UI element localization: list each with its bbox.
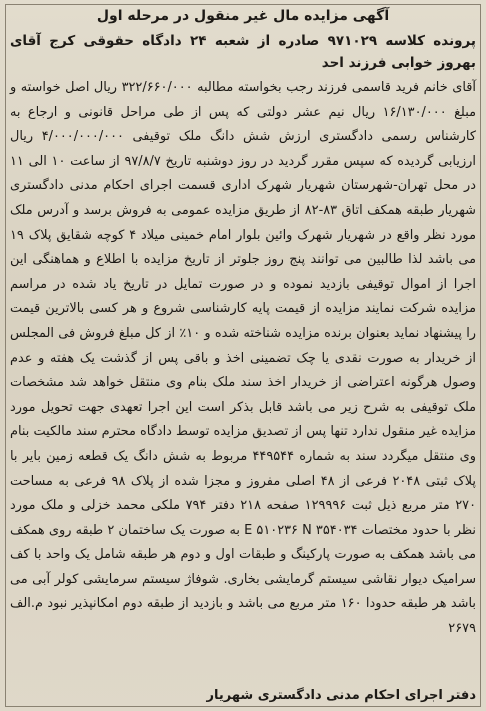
notice-footer: دفتر اجرای احکام مدنی دادگستری شهریار [206,688,476,703]
notice-content [10,6,476,642]
case-line: پرونده کلاسه ۹۷۱۰۲۹ صادره از شعبه ۲۴ دادگاه حقوقی کرج آقای بهروز خوابی فرزند احد [10,33,477,71]
notice-title: آگهی مزایده مال غیر منقول در مرحله اول [96,8,390,24]
notice-body: آقای خانم فرید قاسمی فرزند رجب بخواسته مطالبه ۳۲۲/۶۶۰/۰۰۰ ریال اصل خواسته و مبلغ ۱۶/۱۳۰/۰۰۰ ریال نیم عشر دولتی که پس از طی مراحل قانونی و ارجاع به کارشناس رسمی دادگستری ارزش شش دانگ ملک توقیفی ۴/۰۰۰/۰۰۰/۰۰۰ ریال ارزیابی گردیده که سپس مقرر گردید در روز دوشنبه تاریخ ۹۷/۸/۷ از ساعت ۱۰ الی ۱۱ در محل تهران-شهرستان شهریار شهرک اداری قسمت اجرای احکام مدنی دادگستری شهریار طبقه همکف اتاق ۸۳-۸۲ از طریق مزایده عمومی به فروش برسد و آدرس ملک مورد نظر واقع در شهریار شهرک وائین بلوار امام خمینی میلاد ۴ کوچه شقایق پلاک ۱۹ می باشد لذا طالبین می توانند پنج روز جلوتر از تاریخ مزایده با اطلاع و هماهنگی این اجرا از اموال توقیفی بازدید نموده و در صورت تمایل در تاریخ یاد شده در مراسم مزایده شرکت نمایند مزایده از قیمت پایه کارشناسی شروع و هر کسی بالاترین قیمت را پیشنهاد نماید بعنوان برنده مزایده شناخته شده و ۱۰٪ از کل مبلغ فروش فی المجلس از خریدار به صورت نقدی یا چک تضمینی اخذ و باقی پس از گذشت یک هفته و عدم وصول هرگونه اعتراضی از خریدار اخذ سند ملک بنام وی منتقل خواهد شد مشخصات ملک توقیفی به شرح زیر می باشد قابل بذکر است این اجرا تعهدی جهت تحویل مورد مزایده غیر منقول ندارد تنها پس از تصدیق مزایده توسط دادگاه محترم سند مالکیت بنام وی منتقل میگردد سند به شماره ۴۴۹۵۴۴ مربوط به شش دانگ یک قطعه زمین بایر با پلاک ثبتی ۲۰۴۸ فرعی از ۴۸ اصلی مفروز و مجزا شده از پلاک ۹۸ فرعی به مساحت ۲۷۰ متر مربع ذیل ثبت ۱۲۹۹۹۶ صفحه ۲۱۸ دفتر ۷۹۴ ملکی محمد خزلی و ملک مورد نظر با حدود مختصات E ۵۱۰۲۳۶ N ۳۵۴۰۳۴ به صورت یک ساختمان ۲ طبقه روی همکف می باشد همکف به صورت پارکینگ و طبقات اول و دوم هر طبقه شامل یک واحد با کف سرامیک دیوار نقاشی سیستم گرمایشی بخاری. شوفاژ سیستم سرمایشی کولر آبی می باشد هر طبقه حدودا ۱۶۰ متر مربع می باشد و بازدید از طبقه دوم امکانپذیر نبود م.الف ۲۶۷۹ [10,80,477,637]
